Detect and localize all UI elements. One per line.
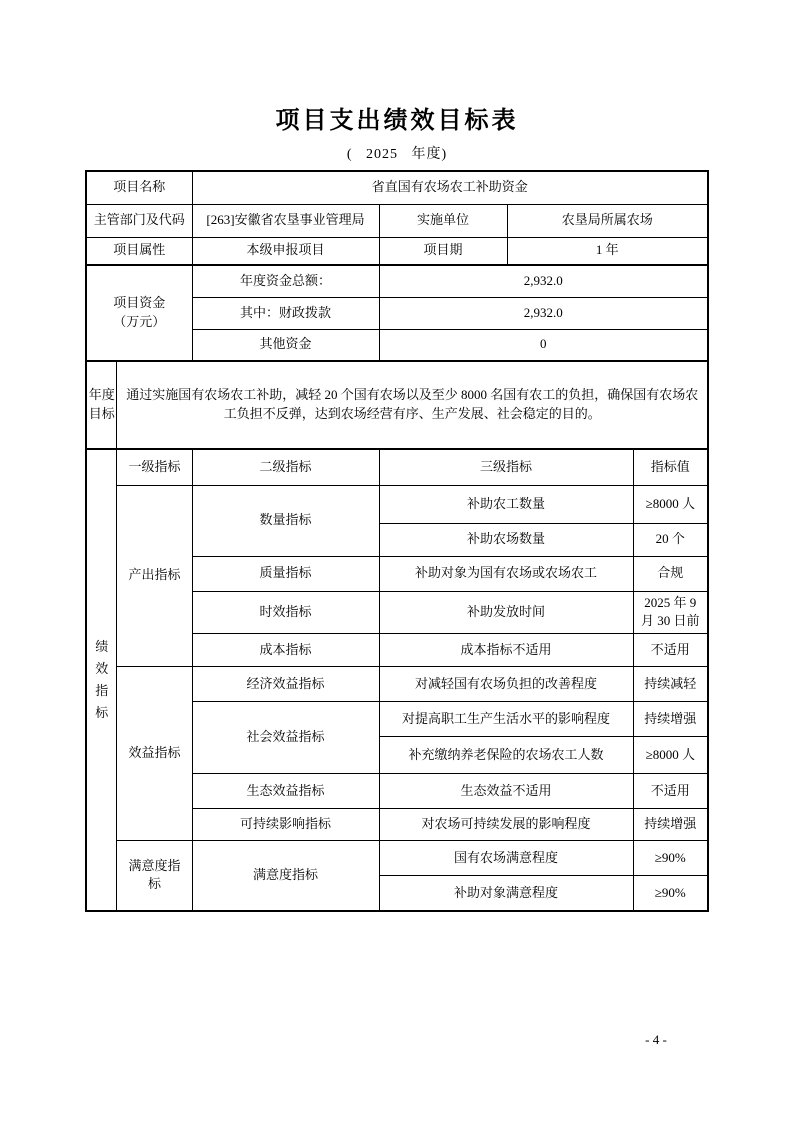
page-title: 项目支出绩效目标表 bbox=[275, 107, 519, 134]
dept-label: 主管部门及代码 bbox=[86, 204, 192, 237]
indicator-row bbox=[86, 667, 708, 702]
attr-label: 项目属性 bbox=[86, 237, 192, 265]
indicator-level2-cell: 数量指标 bbox=[192, 485, 379, 556]
period-label: 项目期 bbox=[379, 237, 507, 265]
indicator-value-cell: ≥90% bbox=[633, 876, 708, 911]
indicator-level3-cell: 对农场可持续发展的影响程度 bbox=[379, 809, 633, 841]
row-attribute bbox=[86, 237, 708, 265]
indicator-row bbox=[86, 485, 708, 523]
indicator-level3-cell: 补助农场数量 bbox=[379, 523, 633, 556]
indicator-level3-cell: 对减轻国有农场负担的改善程度 bbox=[379, 667, 633, 702]
indicator-level3-cell: 补助发放时间 bbox=[379, 591, 633, 634]
indicator-value-cell: ≥8000 人 bbox=[633, 485, 708, 523]
dept-value: [263]安徽省农垦事业管理局 bbox=[192, 204, 379, 237]
indicator-level2-cell: 满意度指标 bbox=[192, 841, 379, 911]
indicator-value-cell: ≥8000 人 bbox=[633, 737, 708, 774]
indicator-value-cell: 持续减轻 bbox=[633, 667, 708, 702]
indicator-level3-cell: 国有农场满意程度 bbox=[379, 841, 633, 876]
indicator-level2-cell: 时效指标 bbox=[192, 591, 379, 634]
indicator-header-value: 指标值 bbox=[633, 449, 708, 485]
funding-total-value: 2,932.0 bbox=[379, 265, 708, 297]
indicator-level2-cell: 质量指标 bbox=[192, 556, 379, 591]
funding-label bbox=[86, 265, 192, 361]
indicator-header-level2: 二级指标 bbox=[192, 449, 379, 485]
attr-value: 本级申报项目 bbox=[192, 237, 379, 265]
indicator-value-cell: 持续增强 bbox=[633, 702, 708, 737]
row-annual-goal bbox=[86, 361, 708, 449]
indicator-level1-cell: 效益指标 bbox=[117, 667, 192, 841]
funding-total-label: 年度资金总额： bbox=[192, 265, 379, 297]
indicator-level2-cell: 成本指标 bbox=[192, 634, 379, 667]
row-indicator-header bbox=[86, 449, 708, 485]
indicator-value-cell: 不适用 bbox=[633, 774, 708, 809]
row-funding-total bbox=[86, 265, 708, 297]
period-value: 1 年 bbox=[507, 237, 708, 265]
impl-unit-value: 农垦局所属农场 bbox=[507, 204, 708, 237]
indicator-level3-cell: 补助对象满意程度 bbox=[379, 876, 633, 911]
funding-other-value: 0 bbox=[379, 329, 708, 361]
indicator-level2-cell: 社会效益指标 bbox=[192, 702, 379, 774]
project-name-value: 省直国有农场农工补助资金 bbox=[192, 171, 708, 204]
indicator-value-cell: ≥90% bbox=[633, 841, 708, 876]
indicator-row bbox=[86, 841, 708, 876]
indicator-header-level3: 三级指标 bbox=[379, 449, 633, 485]
funding-other-label: 其他资金 bbox=[192, 329, 379, 361]
funding-label-line1: 项目资金 bbox=[113, 295, 166, 311]
indicator-level1-cell: 满意度指标 bbox=[117, 841, 192, 911]
indicator-value-cell: 2025 年 9 月 30 日前 bbox=[633, 591, 708, 634]
impl-unit-label: 实施单位 bbox=[379, 204, 507, 237]
annual-goal-label: 年度目标 bbox=[86, 361, 117, 449]
indicator-level3-cell: 对提高职工生产生活水平的影响程度 bbox=[379, 702, 633, 737]
indicator-level3-cell: 补助农工数量 bbox=[379, 485, 633, 523]
indicator-value-cell: 合规 bbox=[633, 556, 708, 591]
funding-fiscal-value: 2,932.0 bbox=[379, 297, 708, 329]
indicator-level3-cell: 生态效益不适用 bbox=[379, 774, 633, 809]
indicator-value-cell: 20 个 bbox=[633, 523, 708, 556]
indicators-side-label: 绩效指标 bbox=[86, 449, 117, 911]
performance-target-table bbox=[85, 170, 709, 912]
indicator-level3-cell: 补助对象为国有农场或农场农工 bbox=[379, 556, 633, 591]
indicator-value-cell: 不适用 bbox=[633, 634, 708, 667]
funding-label-line2: （万元） bbox=[113, 314, 166, 329]
indicator-level3-cell: 成本指标不适用 bbox=[379, 634, 633, 667]
row-project-name bbox=[86, 171, 708, 204]
page-subtitle: ( 2025 年度) bbox=[346, 147, 448, 162]
indicator-level3-cell: 补充缴纳养老保险的农场农工人数 bbox=[379, 737, 633, 774]
indicator-header-level1: 一级指标 bbox=[117, 449, 192, 485]
indicator-level2-cell: 可持续影响指标 bbox=[192, 809, 379, 841]
project-name-label: 项目名称 bbox=[86, 171, 192, 204]
page-number: - 4 - bbox=[645, 1032, 667, 1047]
indicator-level2-cell: 生态效益指标 bbox=[192, 774, 379, 809]
indicator-value-cell: 持续增强 bbox=[633, 809, 708, 841]
indicator-level1-cell: 产出指标 bbox=[117, 485, 192, 667]
funding-fiscal-label: 其中：财政拨款 bbox=[192, 297, 379, 329]
row-department bbox=[86, 204, 708, 237]
annual-goal-text: 通过实施国有农场农工补助，减轻 20 个国有农场以及至少 8000 名国有农工的负担，确保国有农场农工负担不反弹，达到农场经营有序、生产发展、社会稳定的目的。 bbox=[117, 361, 708, 449]
indicator-level2-cell: 经济效益指标 bbox=[192, 667, 379, 702]
